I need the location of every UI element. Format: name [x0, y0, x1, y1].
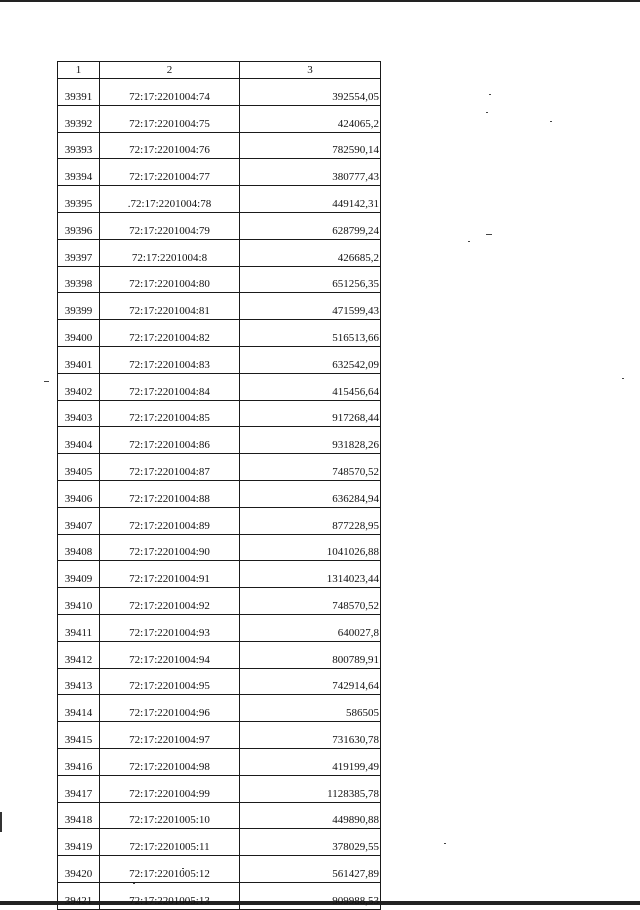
cadastral-value-cell: 392554,05 — [240, 79, 381, 106]
table-row — [58, 507, 381, 534]
table-row — [58, 856, 381, 883]
cadastral-number-cell: 72:17:2201004:8 — [100, 239, 240, 266]
cadastral-number-cell: 72:17:2201004:98 — [100, 748, 240, 775]
cadastral-number-cell: 72:17:2201005:12 — [100, 856, 240, 883]
table-row — [58, 266, 381, 293]
cadastral-number-cell: 72:17:2201004:76 — [100, 132, 240, 159]
cadastral-number-cell: 72:17:2201004:88 — [100, 480, 240, 507]
row-number-cell: 39416 — [58, 748, 100, 775]
row-number-cell: 39412 — [58, 641, 100, 668]
cadastral-number-cell: 72:17:2201004:94 — [100, 641, 240, 668]
cadastral-number-cell: 72:17:2201004:87 — [100, 454, 240, 481]
scan-speck — [44, 381, 49, 382]
cadastral-number-cell: 72:17:2201004:95 — [100, 668, 240, 695]
table-header — [58, 62, 381, 79]
cadastral-number-cell: 72:17:2201004:79 — [100, 212, 240, 239]
table-row — [58, 668, 381, 695]
table-row — [58, 293, 381, 320]
cadastral-number-cell: 72:17:2201004:91 — [100, 561, 240, 588]
cadastral-number-cell: 72:17:2201004:92 — [100, 588, 240, 615]
scan-speck — [489, 94, 491, 95]
cadastral-value-cell: 748570,52 — [240, 454, 381, 481]
table-row — [58, 695, 381, 722]
cadastral-number-cell: 72:17:2201004:86 — [100, 427, 240, 454]
table-row — [58, 79, 381, 106]
scan-edge-mark — [0, 812, 2, 832]
cadastral-number-cell: 72:17:2201004:84 — [100, 373, 240, 400]
cadastral-value-cell: 1128385,78 — [240, 775, 381, 802]
row-number-cell: 39399 — [58, 293, 100, 320]
table-row — [58, 454, 381, 481]
cadastral-value-cell: 426685,2 — [240, 239, 381, 266]
scan-speck — [444, 843, 446, 844]
table-row — [58, 561, 381, 588]
table-row — [58, 186, 381, 213]
cadastral-number-cell: 72:17:2201004:74 — [100, 79, 240, 106]
cadastral-number-cell: 72:17:2201004:89 — [100, 507, 240, 534]
table-row — [58, 802, 381, 829]
table-row — [58, 588, 381, 615]
cadastral-value-cell: 1041026,88 — [240, 534, 381, 561]
scan-edge-top — [0, 0, 640, 2]
row-number-cell: 39419 — [58, 829, 100, 856]
cadastral-number-cell: 72:17:2201004:90 — [100, 534, 240, 561]
cadastral-number-cell: 72:17:2201004:85 — [100, 400, 240, 427]
cadastral-value-cell: 628799,24 — [240, 212, 381, 239]
row-number-cell: 39395 — [58, 186, 100, 213]
table-row — [58, 427, 381, 454]
cadastral-value-cell: 516513,66 — [240, 320, 381, 347]
table-row — [58, 346, 381, 373]
row-number-cell: 39402 — [58, 373, 100, 400]
row-number-cell: 39405 — [58, 454, 100, 481]
cadastral-value-cell: 782590,14 — [240, 132, 381, 159]
row-number-cell: 39407 — [58, 507, 100, 534]
cadastral-number-cell: 72:17:2201004:75 — [100, 105, 240, 132]
row-number-cell: 39411 — [58, 614, 100, 641]
cadastral-value-cell: 586505 — [240, 695, 381, 722]
scan-speck — [622, 378, 624, 379]
cadastral-value-cell: 640027,8 — [240, 614, 381, 641]
cadastral-value-cell: 748570,52 — [240, 588, 381, 615]
cadastral-number-cell: 72:17:2201005:11 — [100, 829, 240, 856]
table-row — [58, 480, 381, 507]
table-row — [58, 748, 381, 775]
table-row — [58, 132, 381, 159]
cadastral-value-cell: 651256,35 — [240, 266, 381, 293]
table-row — [58, 212, 381, 239]
table-row — [58, 239, 381, 266]
row-number-cell: 39421 — [58, 882, 100, 909]
row-number-cell: 39401 — [58, 346, 100, 373]
table-row — [58, 722, 381, 749]
table-row — [58, 614, 381, 641]
table-row — [58, 320, 381, 347]
row-number-cell: 39413 — [58, 668, 100, 695]
row-number-cell: 39396 — [58, 212, 100, 239]
row-number-cell: 39391 — [58, 79, 100, 106]
row-number-cell: 39403 — [58, 400, 100, 427]
cadastral-value-cell: 909988,53 — [240, 882, 381, 909]
scan-speck — [486, 234, 492, 235]
row-number-cell: 39410 — [58, 588, 100, 615]
row-number-cell: 39398 — [58, 266, 100, 293]
cadastral-number-cell: 72:17:2201004:83 — [100, 346, 240, 373]
row-number-cell: 39400 — [58, 320, 100, 347]
cadastral-value-cell: 471599,43 — [240, 293, 381, 320]
row-number-cell: 39404 — [58, 427, 100, 454]
table-row — [58, 159, 381, 186]
row-number-cell: 39415 — [58, 722, 100, 749]
column-header-3: 3 — [240, 62, 381, 79]
column-header-2: 2 — [100, 62, 240, 79]
table-row — [58, 641, 381, 668]
cadastral-number-cell: 72:17:2201005:10 — [100, 802, 240, 829]
cadastral-number-cell: 72:17:2201005:13 — [100, 882, 240, 909]
cadastral-number-cell: 72:17:2201004:96 — [100, 695, 240, 722]
row-number-cell: 39418 — [58, 802, 100, 829]
row-number-cell: 39397 — [58, 239, 100, 266]
header-row — [58, 62, 381, 79]
row-number-cell: 39409 — [58, 561, 100, 588]
cadastral-value-cell: 380777,43 — [240, 159, 381, 186]
cadastral-number-cell: 72:17:2201004:82 — [100, 320, 240, 347]
row-number-cell: 39406 — [58, 480, 100, 507]
row-number-cell: 39392 — [58, 105, 100, 132]
cadastral-value-cell: 449890,88 — [240, 802, 381, 829]
cadastral-number-cell: 72:17:2201004:93 — [100, 614, 240, 641]
row-number-cell: 39414 — [58, 695, 100, 722]
cadastral-value-cell: 378029,55 — [240, 829, 381, 856]
table-row — [58, 400, 381, 427]
row-number-cell: 39420 — [58, 856, 100, 883]
table-row — [58, 534, 381, 561]
cadastral-value-cell: 424065,2 — [240, 105, 381, 132]
cadastral-value-cell: 419199,49 — [240, 748, 381, 775]
column-header-1: 1 — [58, 62, 100, 79]
row-number-cell: 39394 — [58, 159, 100, 186]
cadastral-value-cell: 415456,64 — [240, 373, 381, 400]
row-number-cell: 39417 — [58, 775, 100, 802]
scan-speck — [468, 241, 470, 242]
cadastral-value-cell: 800789,91 — [240, 641, 381, 668]
row-number-cell: 39393 — [58, 132, 100, 159]
cadastral-number-cell: 72:17:2201004:80 — [100, 266, 240, 293]
cadastral-value-cell: 877228,95 — [240, 507, 381, 534]
table-row — [58, 105, 381, 132]
cadastral-number-cell: 72:17:2201004:99 — [100, 775, 240, 802]
table-row — [58, 829, 381, 856]
cadastral-value-cell: 632542,09 — [240, 346, 381, 373]
table-row — [58, 882, 381, 909]
cadastral-value-cell: 1314023,44 — [240, 561, 381, 588]
row-number-cell: 39408 — [58, 534, 100, 561]
cadastral-value-cell: 931828,26 — [240, 427, 381, 454]
land-plot-table — [57, 61, 381, 910]
cadastral-value-cell: 561427,89 — [240, 856, 381, 883]
table-body — [58, 79, 381, 910]
cadastral-value-cell: 742914,64 — [240, 668, 381, 695]
cadastral-number-cell: 72:17:2201004:97 — [100, 722, 240, 749]
cadastral-value-cell: 636284,94 — [240, 480, 381, 507]
cadastral-value-cell: 449142,31 — [240, 186, 381, 213]
cadastral-number-cell: .72:17:2201004:78 — [100, 186, 240, 213]
scan-speck — [550, 121, 552, 122]
scan-speck — [486, 112, 488, 113]
cadastral-value-cell: 917268,44 — [240, 400, 381, 427]
table-row — [58, 775, 381, 802]
table-row — [58, 373, 381, 400]
cadastral-value-cell: 731630,78 — [240, 722, 381, 749]
cadastral-number-cell: 72:17:2201004:77 — [100, 159, 240, 186]
cadastral-number-cell: 72:17:2201004:81 — [100, 293, 240, 320]
